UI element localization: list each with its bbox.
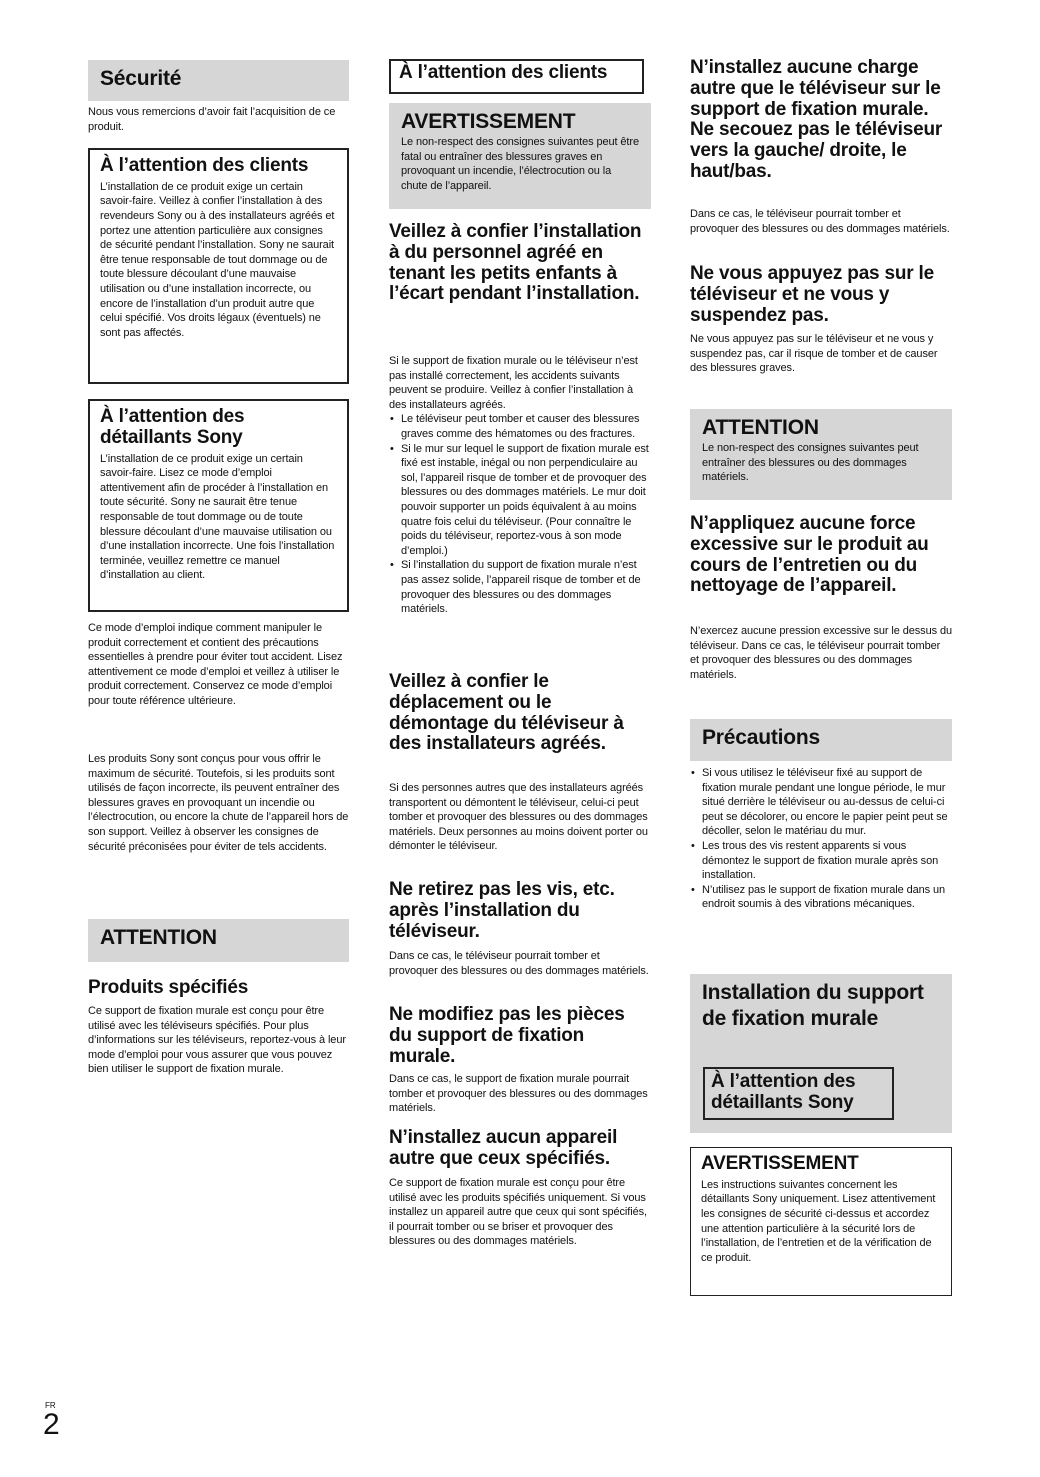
section-title: Sécurité [100, 67, 182, 90]
section-title: Installation du support de fixation murale [702, 981, 924, 1030]
paragraph: Si le support de fixation murale ou le téléviseur n’est pas installé correctement, les accidents suivants peuvent se produire. Veillez à confier l’installation à des installateurs agréés. [389, 355, 638, 411]
subheading: Ne retirez pas les vis, etc. après l’installation du téléviseur. [389, 879, 615, 942]
box-title: À l’attention des détaillants Sony [100, 406, 245, 448]
language-code: FR [45, 1401, 56, 1410]
dealers-notice-box [88, 399, 349, 612]
subheading: Ne modifiez pas les pièces du support de fixation murale. [389, 1004, 625, 1067]
attention-box [690, 409, 952, 500]
box-title: À l’attention des clients [399, 62, 608, 83]
warning-text: Les instructions suivantes concernent les détaillants Sony uniquement. Lisez attentivement les consignes de sécurité ci-dessus et accordez une attention particulière à la sécurité lors de l’installation, de l’entretien et de la vérification de ce produit. [701, 1178, 936, 1264]
paragraph: Si des personnes autres que des installateurs agréés transportent ou démontent le téléviseur, celui-ci peut tomber et provoquer des blessures ou des dommages matériels. Deux personnes au moins doivent porter ou démonter le téléviseur. [389, 782, 648, 853]
subheading: N’appliquez aucune force excessive sur le produit au cours de l’entretien ou du nettoyage de l’appareil. [690, 513, 929, 597]
dealers-heading-box [703, 1067, 894, 1120]
warning-title: AVERTISSEMENT [701, 1153, 859, 1174]
section-title: ATTENTION [100, 926, 217, 949]
box-title: À l’attention des clients [100, 155, 309, 176]
clients-notice-box [88, 148, 349, 384]
intro-text: Nous vous remercions d’avoir fait l’acquisition de ce produit. [88, 106, 336, 133]
attention-text: Le non-respect des consignes suivantes peut entraîner des blessures ou des dommages matériels. [702, 442, 919, 484]
subheading: Ne vous appuyez pas sur le téléviseur et ne vous y suspendez pas. [690, 263, 934, 326]
list-item: • Si le mur sur lequel le support de fixation murale est fixé est instable, inégal ou non perpendiculaire au sol, l’appareil risque de tomber et de provoquer des blessures ou des dommages matériels. Le mur doit pouvoir supporter un poids équivalent à au moins quatre fois celui du téléviseur. (Pour connaître le poids du téléviseur, reportez-vous à son mode d’emploi.) [401, 442, 651, 559]
section-header-securite [88, 60, 349, 101]
attention-title: ATTENTION [702, 416, 819, 439]
section-body [389, 354, 651, 617]
list-item: • Les trous des vis restent apparents si vous démontez le support de fixation murale après son installation. [702, 839, 952, 883]
precautions-list [690, 766, 952, 912]
paragraph: Dans ce cas, le téléviseur pourrait tomber et provoquer des blessures ou des dommages matériels. [690, 208, 950, 235]
list-item: • Le téléviseur peut tomber et causer des blessures graves comme des hématomes ou des fractures. [401, 412, 651, 441]
paragraph: Ce mode d’emploi indique comment manipuler le produit correctement et contient des précautions essentielles à prendre pour éviter tout accident. Lisez attentivement ce mode d’emploi et veillez à utiliser le produit correctement. Conservez ce mode d’emploi pour toute référence ultérieure. [88, 622, 343, 707]
warning-box [389, 103, 651, 209]
list-item: • Si l’installation du support de fixation murale n’est pas assez solide, l’appareil risque de tomber et de provoquer des blessures ou des dommages matériels. [401, 558, 651, 616]
page-number: 2 [43, 1408, 60, 1441]
section-header-precautions [690, 719, 952, 761]
paragraph: Ce support de fixation murale est conçu pour être utilisé avec les produits spécifiés uniquement. Si vous installez un appareil autre que ceux qui sont spécifiés, il pourrait tomber ou se briser et provoquer des blessures ou des dommages matériels. [389, 1177, 647, 1248]
bullet-list [389, 412, 651, 616]
warning-box [690, 1147, 952, 1296]
paragraph: Ce support de fixation murale est conçu pour être utilisé avec les téléviseurs spécifiés. Pour plus d’informations sur les téléviseurs, reportez-vous à leur mode d’emploi pour vous assurer que vous pouvez bien utiliser le support de fixation murale. [88, 1005, 346, 1076]
list-item: • N’utilisez pas le support de fixation murale dans un endroit soumis à des vibrations mécaniques. [702, 883, 952, 912]
subheading: N’installez aucun appareil autre que ceux spécifiés. [389, 1127, 618, 1169]
list-item: • Si vous utilisez le téléviseur fixé au support de fixation murale pendant une longue période, le mur situé derrière le téléviseur ou au-dessus de celui-ci peut se décolorer, ou encore le papier peint peut se décoller, selon le matériau du mur. [702, 766, 952, 839]
box-text: L’installation de ce produit exige un certain savoir-faire. Lisez ce mode d’emploi attentivement afin de procéder à l’installation en toute sécurité. Sony ne saurait être tenue responsable de tout dommage ou de toute blessure découlant d’une mauvaise utilisation ou d’une installation incorrecte. Une fois l’installation terminée, veuillez remettre ce manuel d’installation au client. [100, 452, 335, 582]
subheading: Veillez à confier l’installation à du personnel agréé en tenant les petits enfants à l’écart pendant l’installation. [389, 221, 642, 305]
section-header-attention [88, 919, 349, 962]
box-text: L’installation de ce produit exige un certain savoir-faire. Veillez à confier l’installation à des revendeurs Sony ou à des installateurs agréés et portez une attention particulière aux consignes de sécurité pendant l’installation. Sony ne saurait être tenue responsable de tout dommage ou de toute blessure découlant d’une mauvaise utilisation ou d’une installation incorrecte, ou encore de l’installation d’un produit autre que celui spécifié. Vos droits légaux (éventuels) ne sont pas affectés. [100, 180, 335, 339]
paragraph: Dans ce cas, le support de fixation murale pourrait tomber et provoquer des blessures ou des dommages matériels. [389, 1073, 648, 1115]
paragraph: Les produits Sony sont conçus pour vous offrir le maximum de sécurité. Toutefois, si les produits sont utilisés de façon incorrecte, ils peuvent entraîner des blessures graves en provoquant un incendie ou l’électrocution, ou encore la chute de l’appareil hors de son support. Veillez à observer les consignes de sécurité préconisées pour éviter de tels accidents. [88, 753, 349, 853]
subheading: N’installez aucune charge autre que le téléviseur sur le support de fixation murale. Ne secouez pas le téléviseur vers la gauche/ droite, le haut/bas. [690, 57, 943, 182]
clients-heading-box [389, 59, 644, 94]
subheading: Produits spécifiés [88, 977, 249, 998]
warning-title: AVERTISSEMENT [401, 110, 576, 133]
section-title: Précautions [702, 726, 821, 749]
warning-text: Le non-respect des consignes suivantes peut être fatal ou entraîner des blessures graves en provoquant un incendie, l’électrocution ou la chute de l’appareil. [401, 136, 639, 192]
box-title: À l’attention des détaillants Sony [711, 1071, 856, 1113]
subheading: Veillez à confier le déplacement ou le démontage du téléviseur à des installateurs agréés. [389, 671, 624, 755]
paragraph: Ne vous appuyez pas sur le téléviseur et ne vous y suspendez pas, car il risque de tomber et de causer des blessures graves. [690, 333, 938, 375]
paragraph: N’exercez aucune pression excessive sur le dessus du téléviseur. Dans ce cas, le téléviseur pourrait tomber et provoquer des blessures ou des dommages matériels. [690, 625, 952, 681]
paragraph: Dans ce cas, le téléviseur pourrait tomber et provoquer des blessures ou des dommages matériels. [389, 950, 649, 977]
